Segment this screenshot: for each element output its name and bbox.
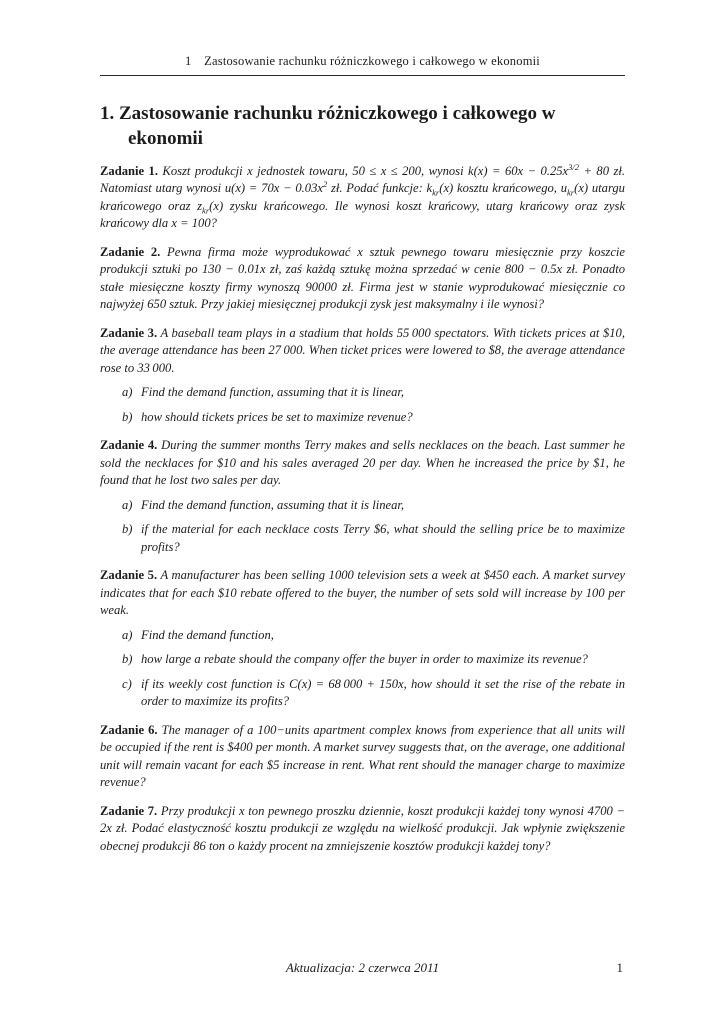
exercise-item-label: b) <box>122 409 133 424</box>
exercise-text: The manager of a 100−units apartment complex knows from experience that all units will be occupied if the rent is $400 per month. A market survey suggests that, on the average, one additional unit will remain vacant for each $5 increase in rent. What rent should the manager charge to maximize revenue? <box>100 722 625 790</box>
footer-update-text: Aktualizacja: 2 czerwca 2011 <box>285 960 440 975</box>
page-number: 1 <box>616 960 623 975</box>
exercise-item-label: a) <box>122 627 133 642</box>
exercise-item-label: a) <box>122 497 133 512</box>
running-header: 1 Zastosowanie rachunku różniczkowego i całkowego w ekonomii <box>185 54 540 68</box>
exercise-body <box>100 163 625 233</box>
exercise-item-text: if its weekly cost function is C(x) = 68 000 + 150x, how should it set the rise of the rebate in order to maximize its profits? <box>141 676 625 709</box>
exercise-item-label: c) <box>122 676 132 691</box>
exercise <box>100 244 625 314</box>
exercise-body <box>100 244 625 314</box>
exercise-item-list <box>100 627 625 711</box>
exercise-item-label: b) <box>122 522 133 537</box>
header-rule <box>100 75 625 76</box>
exercise-item <box>122 676 625 711</box>
exercise-text: A manufacturer has been selling 1000 television sets a week at $450 each. A market survey indicates that for each $10 rebate offered to the buyer, the number of sets sold will increase by 100 per weak. <box>100 568 626 618</box>
exercise-list <box>100 163 625 856</box>
exercise-item-list <box>100 497 625 557</box>
page-footer <box>100 960 625 976</box>
exercise-item-text: Find the demand function, assuming that it is linear, <box>141 497 405 512</box>
page-content <box>100 0 625 855</box>
exercise-item-text: Find the demand function, assuming that it is linear, <box>141 385 405 400</box>
exercise-label: Zadanie 4. <box>100 438 158 453</box>
exercise-item-text: how large a rebate should the company offer the buyer in order to maximize its revenue? <box>141 652 588 667</box>
exercise-text: A baseball team plays in a stadium that holds 55 000 spectators. With tickets prices at $10, the average attendance has been 27 000. When ticket prices were lowered to $8, the average attendance rose to 33 000. <box>100 325 626 375</box>
exercise-item-text: Find the demand function, <box>141 627 274 642</box>
exercise-body <box>100 567 625 620</box>
exercise-label: Zadanie 6. <box>100 722 158 737</box>
exercise <box>100 437 625 556</box>
exercise-label: Zadanie 3. <box>100 325 158 340</box>
exercise <box>100 722 625 792</box>
exercise-body <box>100 722 625 792</box>
exercise-item <box>122 409 625 427</box>
exercise-text: During the summer months Terry makes and sells necklaces on the beach. Last summer he sold the necklaces for $10 and his sales averaged 20 per day. When he increased the price by $1, he found that he lost two sales per day. <box>100 438 625 488</box>
exercise-item-label: a) <box>122 385 133 400</box>
exercise-item <box>122 384 625 402</box>
exercise-body <box>100 803 625 856</box>
exercise-item-text: how should tickets prices be set to maximize revenue? <box>141 409 413 424</box>
exercise-text: Pewna firma może wyprodukować x sztuk pewnego towaru miesięcznie przy koszcie produkcji sztuki po 130 − 0.01x zł, zaś każdą sztukę można sprzedać w cenie 800 − 0.5x zł. Ponadto stałe miesięczne koszty firmy wynoszą 90000 zł. Firma jest w stanie wyprodukować miesięcznie co najwyżej 650 sztuk. Przy jakiej miesięcznej produkcji zysk jest maksymalny i ile wynosi? <box>100 244 625 312</box>
exercise-label: Zadanie 2. <box>100 244 161 259</box>
exercise-label: Zadanie 5. <box>100 568 158 583</box>
page-title: 1. Zastosowanie rachunku różniczkowego i całkowego w ekonomii <box>100 103 556 150</box>
exercise-item <box>122 651 625 669</box>
exercise <box>100 803 625 856</box>
exercise-body <box>100 325 625 378</box>
exercise-body <box>100 437 625 490</box>
exercise-item <box>122 497 625 515</box>
exercise <box>100 325 625 427</box>
exercise-text: Koszt produkcji x jednostek towaru, 50 ≤ x ≤ 200, wynosi $k(x) = 60x - 0.25x^{3/2} + 80$ zł. Natomiast utarg wynosi $u(x) = 70x - 0.03x^2$ zł. Podać funkcje: $k_{kr}(x)$ kosztu krańcowego, $u_{kr}(x)$ utargu krańcowego oraz $z_{kr}(x)$ zysku krańcowego. Ile wynosi koszt krańcowy, utarg krańcowy oraz zysk krańcowy dla x = 100? <box>100 161 626 231</box>
exercise-item-list <box>100 384 625 426</box>
exercise-item-text: if the material for each necklace costs Terry $6, what should the selling price be to maximize profits? <box>141 522 625 554</box>
exercise <box>100 567 625 711</box>
exercise-item <box>122 521 625 556</box>
exercise-text: Przy produkcji x ton pewnego proszku dziennie, koszt produkcji każdej tony wynosi 4700 − 2x zł. Podać elastyczność kosztu produkcji ze względu na wielkość produkcji. Jak wpłynie zwiększenie obecnej produkcji 86 ton o każdy procent na zmniejszenie kosztów produkcji każdej tony? <box>100 803 625 853</box>
exercise-label: Zadanie 1. <box>100 163 158 178</box>
exercise-item-label: b) <box>122 652 133 667</box>
exercise-label: Zadanie 7. <box>100 803 158 818</box>
exercise-item <box>122 627 625 645</box>
exercise <box>100 163 625 233</box>
